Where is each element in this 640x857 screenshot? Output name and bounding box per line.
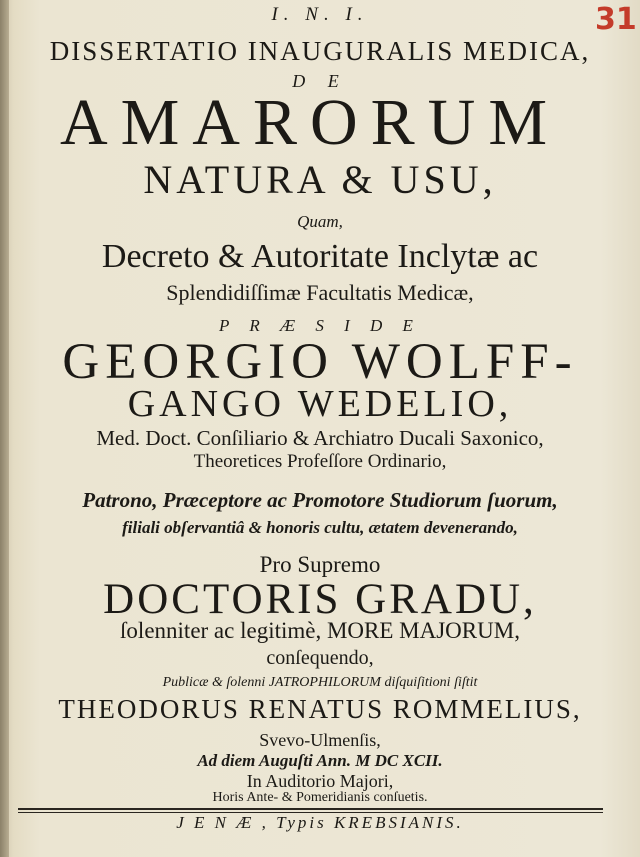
folio-mark: 31 (595, 2, 637, 37)
consequendo-line: conſequendo, (266, 647, 374, 669)
dissertation-heading: DISSERTATIO INAUGURALIS MEDICA, (49, 36, 591, 66)
date-line: Ad diem Auguſti Ann. M DC XCII. (197, 751, 443, 770)
praeses-name-1: GEORGIO WOLFF- (62, 334, 578, 390)
praeses-name-2: GANGO WEDELIO, (127, 383, 513, 425)
horis-line: Horis Ante- & Pomeridianis conſuetis. (212, 790, 428, 805)
de-line: D E (292, 71, 348, 91)
author-name: THEODORUS RENATUS ROMMELIUS, (58, 694, 582, 724)
auditorio-line: In Auditorio Majori, (246, 771, 394, 791)
filiali-line: filiali obſervantiâ & honoris cultu, ætatem devenerando, (122, 518, 518, 537)
praeside-line: P R Æ S I D E (219, 316, 421, 335)
decreto-line: Decreto & Autoritate Inclytæ ac (101, 238, 539, 275)
imprint-line: J E N Æ , Typis KREBSIANIS. (176, 813, 464, 832)
pro-supremo-line: Pro Supremo (259, 552, 381, 577)
facultas-line: Splendidiſſimæ Facultatis Medicæ, (166, 280, 474, 305)
quam-line: Quam, (297, 212, 343, 231)
praeses-professorship: Theoretices Profeſſore Ordinario, (193, 451, 447, 472)
solenniter-line: ſolenniter ac legitimè, MORE MAJORUM, (120, 618, 520, 643)
signature-line: I. N. I. (271, 4, 369, 25)
origin-line: Svevo-Ulmenſis, (259, 730, 381, 750)
publicae-line: Publicæ & ſolenni JATROPHILORUM diſquiſitioni ſiſtit (162, 675, 478, 690)
imprint-rule (18, 808, 603, 810)
subtitle: NATURA & USU, (143, 157, 497, 202)
patrono-line: Patrono, Præceptore ac Promotore Studiorum ſuorum, (82, 488, 558, 512)
main-title: AMARORUM (59, 86, 561, 159)
doctoris-gradu-line: DOCTORIS GRADU, (103, 576, 537, 623)
praeses-title: Med. Doct. Conſiliario & Archiatro Ducali Saxonico, (96, 426, 544, 450)
